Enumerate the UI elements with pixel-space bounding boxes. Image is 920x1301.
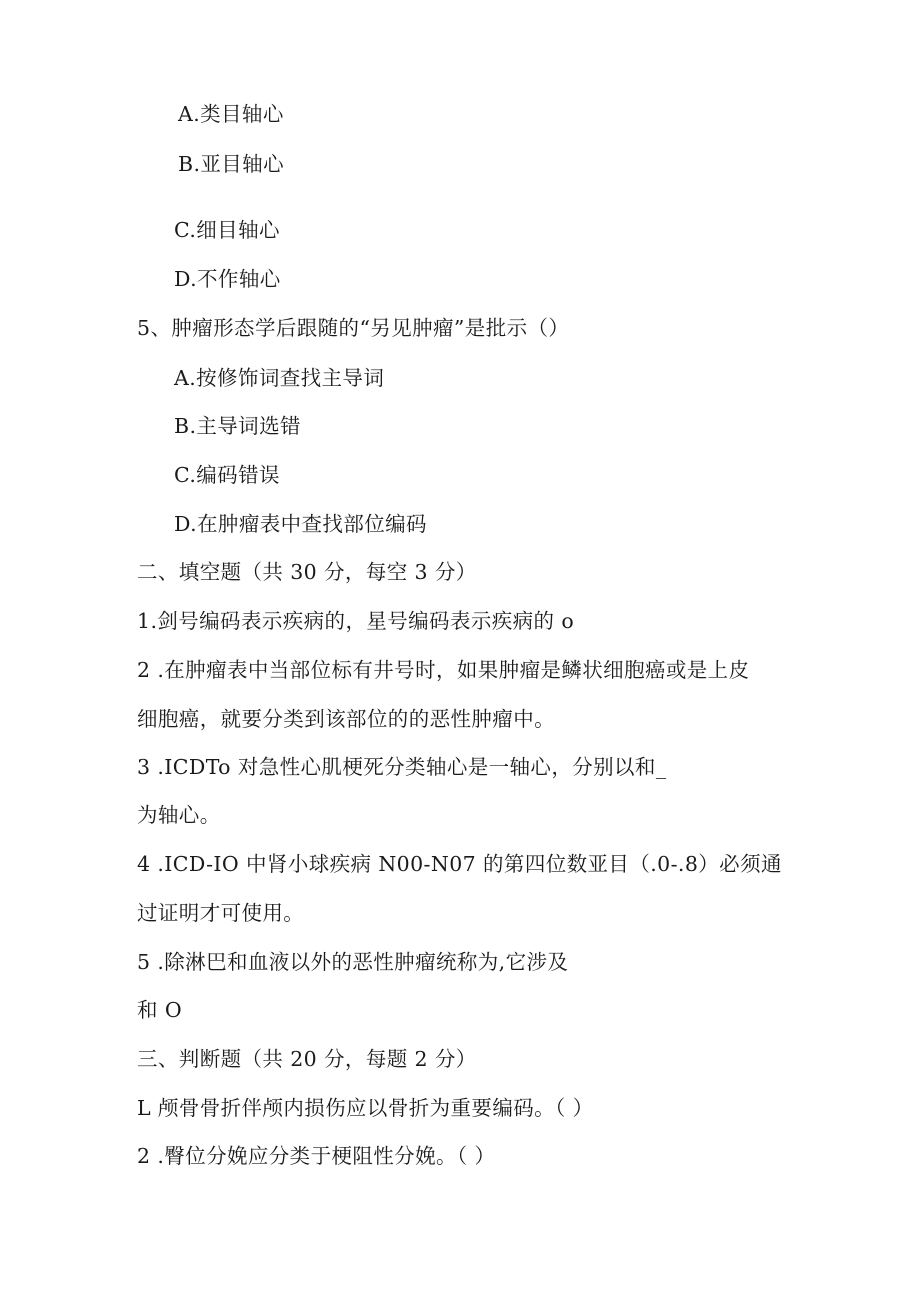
q4-option-a: A.类目轴心 [178,102,284,126]
fill-question-2-line-2: 细胞癌，就要分类到该部位的的恶性肿瘤中。 [137,707,555,731]
fill-question-3-line-2: 为轴心。 [137,803,221,827]
judge-question-1: L 颅骨骨折伴颅内损伤应以骨折为重要编码。（ ） [137,1096,594,1120]
q4-option-c: C.细目轴心 [174,218,280,242]
q4-option-d: D.不作轴心 [174,267,281,291]
q5-option-c: C.编码错误 [174,463,280,487]
q5-option-b: B.主导词选错 [174,414,301,438]
fill-question-3-line-1: 3 .ICDTo 对急性心肌梗死分类轴心是一轴心，分别以和_ [137,755,667,779]
fill-question-4-line-2: 过证明才可使用。 [137,901,305,925]
fill-question-2-line-1: 2 .在肿瘤表中当部位标有井号时，如果肿瘤是鳞状细胞癌或是上皮 [137,658,750,682]
fill-question-5-line-2: 和 O [137,998,183,1022]
q4-option-b: B.亚目轴心 [178,152,284,176]
section-heading-true-false: 三、判断题（共 20 分，每题 2 分） [137,1047,477,1071]
fill-question-5-line-1: 5 .除淋巴和血液以外的恶性肿瘤统称为,它涉及 [137,950,569,974]
q5-option-a: A.按修饰词查找主导词 [174,366,385,390]
fill-question-1: 1.剑号编码表示疾病的，星号编码表示疾病的 o [137,609,575,633]
fill-question-4-line-1: 4 .ICD-IO 中肾小球疾病 N00-N07 的第四位数亚目（.0-.8）必须通 [137,852,782,876]
q5-option-d: D.在肿瘤表中查找部位编码 [174,512,427,536]
question-5-stem: 5、肿瘤形态学后跟随的“另见肿瘤”是批示（） [137,316,570,340]
section-heading-fill-in: 二、填空题（共 30 分，每空 3 分） [137,560,477,584]
judge-question-2: 2 .臀位分娩应分类于梗阻性分娩。（ ） [137,1144,496,1168]
